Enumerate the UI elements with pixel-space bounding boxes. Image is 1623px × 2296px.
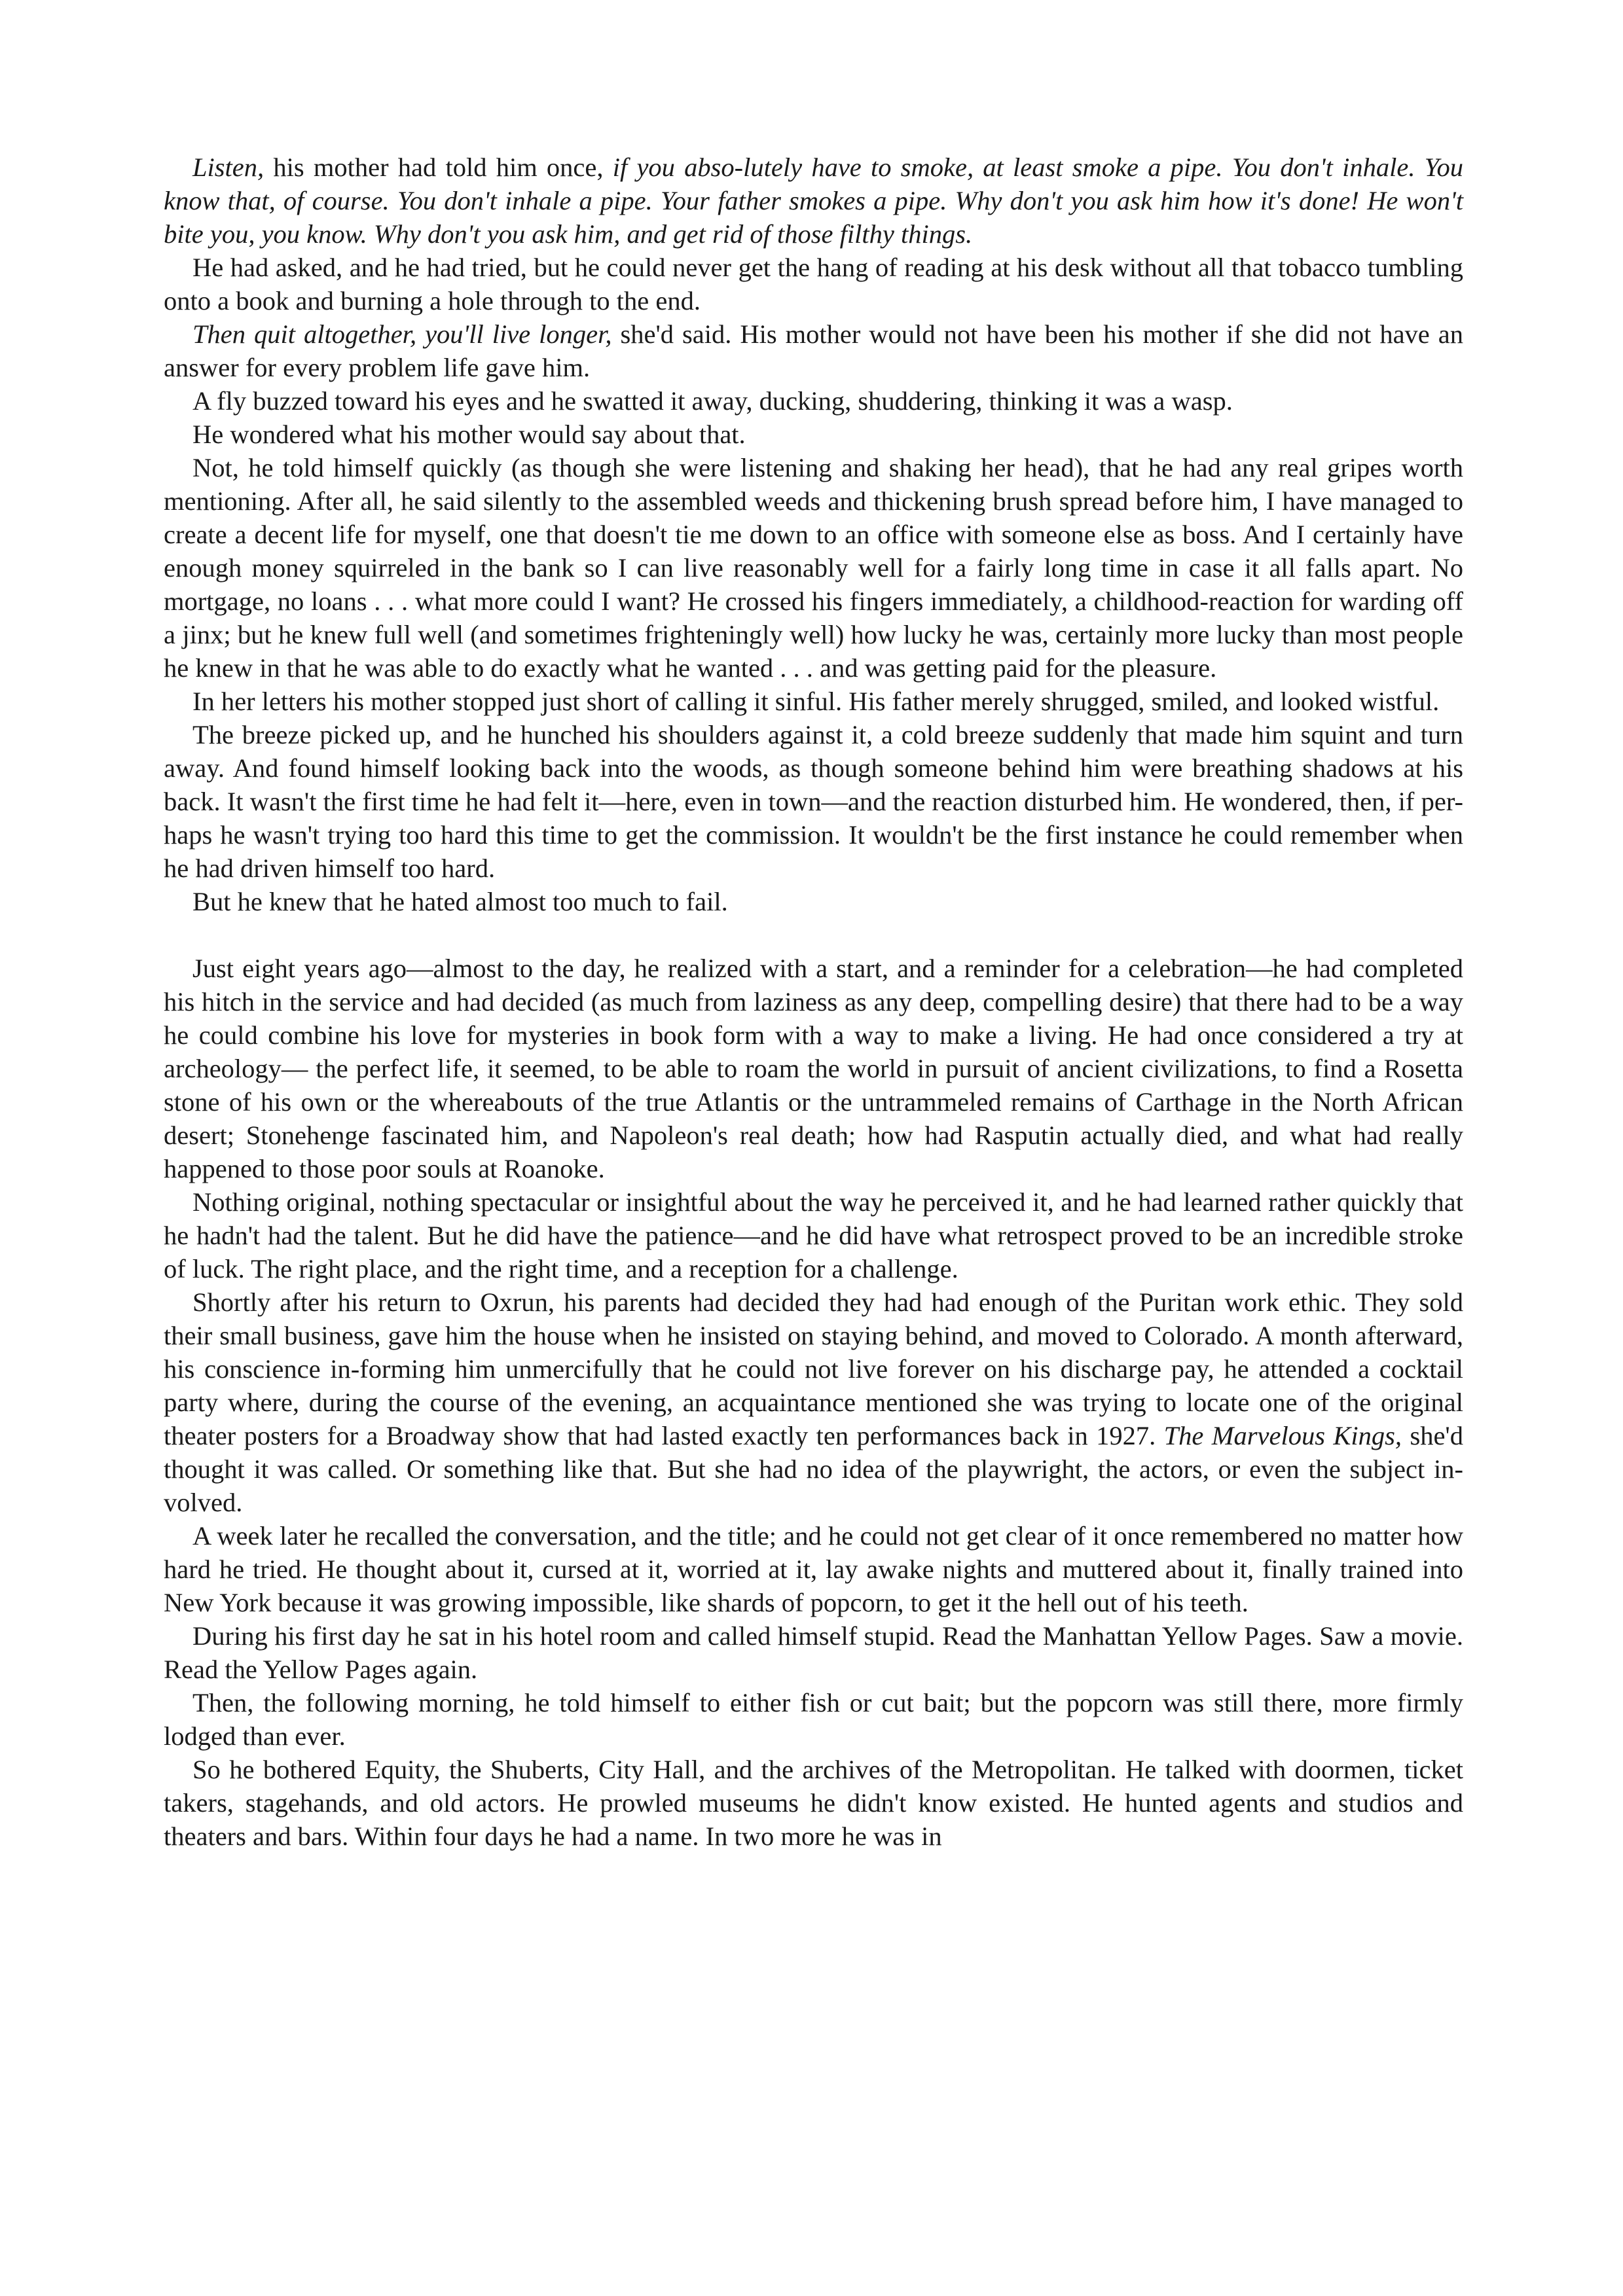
paragraph xyxy=(164,1285,1463,1519)
italic-text: Then quit altogether, you'll live longer, xyxy=(192,319,612,349)
paragraph xyxy=(164,1619,1463,1686)
text-run: In her letters his mother stopped just short of calling it sinful. His father merely shrugged, smiled, and looked wistful. xyxy=(192,687,1440,716)
italic-text: if you abso-lutely have to smoke, at least smoke a pipe. You don't inhale. You know that, of course. You don't inhale a pipe. Your father smokes a pipe. Why don't you ask him how it's done! He won't bite you, you know. Why don't you ask him, and get rid of those filthy things. xyxy=(164,152,1463,249)
body-text xyxy=(164,151,1463,1853)
paragraph xyxy=(164,451,1463,685)
italic-text: The Marvelous Kings, xyxy=(1163,1421,1402,1450)
paragraph xyxy=(164,1185,1463,1285)
text-run: But he knew that he hated almost too much to fail. xyxy=(192,887,728,916)
paragraph xyxy=(164,718,1463,885)
paragraph xyxy=(164,317,1463,384)
text-run: she'd said. His mother would not have been his mother if she did not have an answer for every problem life gave him. xyxy=(164,319,1463,382)
text-run: Then, the following morning, he told himself to either fish or cut bait; but the popcorn was still there, more firmly lodged than ever. xyxy=(164,1688,1463,1751)
text-run: A fly buzzed toward his eyes and he swatted it away, ducking, shuddering, thinking it was a wasp. xyxy=(192,386,1233,416)
text-run: He wondered what his mother would say about that. xyxy=(192,420,746,449)
paragraph xyxy=(164,151,1463,251)
paragraph xyxy=(164,885,1463,918)
paragraph xyxy=(164,1753,1463,1853)
text-run: A week later he recalled the conversation, and the title; and he could not get clear of it once remembered no matter how hard he tried. He thought about it, cursed at it, worried at it, lay awake nights and muttered about it, finally trained into New York because it was growing impossible, like shards of popcorn, to get it the hell out of his teeth. xyxy=(164,1521,1463,1617)
paragraph xyxy=(164,685,1463,718)
text-run: Just eight years ago—almost to the day, he realized with a start, and a reminder for a celebration—he had completed his hitch in the service and had decided (as much from laziness as any deep, compelling desire) that there had to be a way he could combine his love for mysteries in book form with a way to make a living. He had once considered a try at archeology— the perfect life, it seemed, to be able to roam the world in pursuit of ancient civilizations, to find a Rosetta stone of his own or the whereabouts of the true Atlantis or the untrammeled remains of Carthage in the North African desert; Stonehenge fascinated him, and Napoleon's real death; how had Rasputin actually died, and what had really happened to those poor souls at Roanoke. xyxy=(164,954,1463,1183)
text-run: Nothing original, nothing spectacular or insightful about the way he perceived it, and he had learned rather quickly that he hadn't had the talent. But he did have the patience—and he did have what retrospect proved to be an incredible stroke of luck. The right place, and the right time, and a reception for a challenge. xyxy=(164,1187,1463,1283)
italic-text: Listen, xyxy=(192,152,264,182)
paragraph xyxy=(164,384,1463,418)
text-run: Not, he told himself quickly (as though she were listening and shaking her head), that he had any real gripes worth mentioning. After all, he said silently to the assembled weeds and thickening brush spread before him, I have managed to create a decent life for myself, one that doesn't tie me down to an office with someone else as boss. And I certainly have enough money squirreled in the bank so I can live reasonably well for a fairly long time in case it all falls apart. No mortgage, no loans . . . what more could I want? He crossed his fingers immediately, a childhood-reaction for warding off a jinx; but he knew full well (and sometimes frighteningly well) how lucky he was, certainly more lucky than most people he knew in that he was able to do exactly what he wanted . . . and was getting paid for the pleasure. xyxy=(164,453,1463,683)
text-run: During his first day he sat in his hotel room and called himself stupid. Read the Manhattan Yellow Pages. Saw a movie. Read the Yellow Pages again. xyxy=(164,1621,1463,1684)
text-run: she'd thought it was called. Or something like that. But she had no idea of the playwright, the actors, or even the subject in-volved. xyxy=(164,1421,1463,1517)
paragraph xyxy=(164,1519,1463,1619)
text-run: He had asked, and he had tried, but he could never get the hang of reading at his desk without all that tobacco tumbling onto a book and burning a hole through to the end. xyxy=(164,253,1463,315)
text-run: The breeze picked up, and he hunched his shoulders against it, a cold breeze suddenly that made him squint and turn away. And found himself looking back into the woods, as though someone behind him were breathing shadows at his back. It wasn't the first time he had felt it—here, even in town—and the reaction disturbed him. He wondered, then, if per-haps he wasn't trying too hard this time to get the commission. It wouldn't be the first instance he could remember when he had driven himself too hard. xyxy=(164,720,1463,883)
paragraph xyxy=(164,952,1463,1185)
paragraph xyxy=(164,251,1463,317)
paragraph xyxy=(164,1686,1463,1753)
text-run: Shortly after his return to Oxrun, his parents had decided they had had enough of the Puritan work ethic. They sold their small business, gave him the house when he insisted on staying behind, and moved to Colorado. A month afterward, his conscience in-forming him unmercifully that he could not live forever on his discharge pay, he attended a cocktail party where, during the course of the evening, an acquaintance mentioned she was trying to locate one of the original theater posters for a Broadway show that had lasted exactly ten performances back in 1927. xyxy=(164,1287,1463,1450)
paragraph xyxy=(164,418,1463,451)
text-run: his mother had told him once, xyxy=(264,152,613,182)
text-run: So he bothered Equity, the Shuberts, City Hall, and the archives of the Metropolitan. He talked with doormen, ticket takers, stagehands, and old actors. He prowled museums he didn't know existed. He hunted agents and studios and theaters and bars. Within four days he had a name. In two more he was in xyxy=(164,1755,1463,1851)
